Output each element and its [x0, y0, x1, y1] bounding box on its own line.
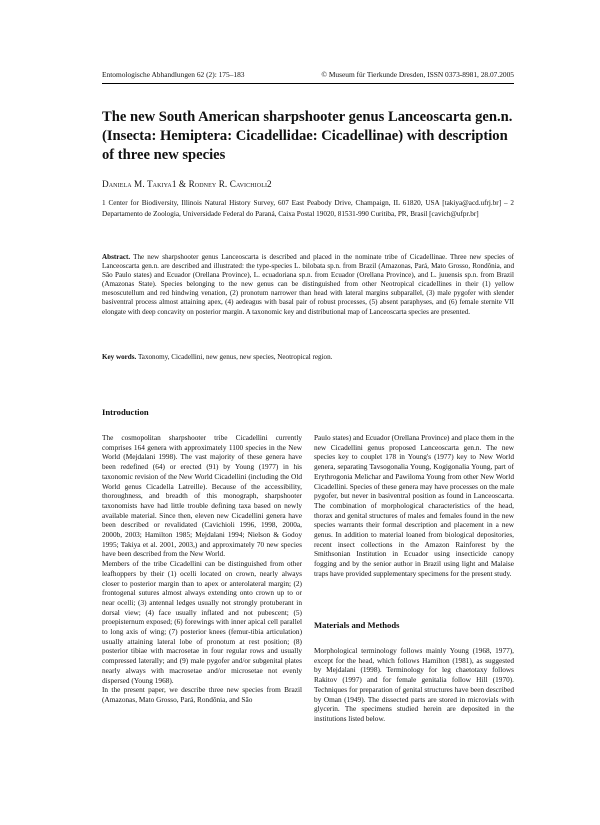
- abstract: [102, 253, 514, 317]
- materials-paragraph: Morphological terminology follows mainly Young (1968, 1977), except for the head, which follows Hamilton (1981), as suggested by Mejdalani (1998). Terminology for leg chaetotaxy follows Rakitov (1997) and for female genitalia follow Hill (1970). Techniques for preparation of genital structures have been described by Oman (1949). The dissected parts are stored in microvials with glycerin. The specimens studied herein are deposited in the institutions listed below.: [314, 646, 514, 723]
- affiliations: 1 Center for Biodiversity, Illinois Natural History Survey, 607 East Peabody Drive, Champaign, IL 61820, USA [takiya@acd.ufrj.br] – 2 Departamento de Zoologia, Universidade Federal do Paraná, Caixa Postal 19020, 81531-990 Curitiba, PR, Brasil [cavich@ufpr.br]: [102, 199, 514, 218]
- abstract-text: The new sharpshooter genus Lanceoscarta is described and placed in the nominate tribe of Cicadellinae. Three new species of Lanceoscarta gen.n. are described and illustrated: the type-species L. bilobata sp.n. from Brazil (Amazonas, Pará, Mato Grosso, Rondônia, and São Paulo states) and Ecuador (Orellana Province), L. ecuadoriana sp.n. from Ecuador (Orellana Province), and L. juuensis sp.n. from Brazil (Amazonas State). Species belonging to the new genus can be distinguished from other Neotropical cicadellines in their (1) yellow mesoscutellum and red hindwing venation, (2) pronotum narrower than head with lateral margins subparallel, (3) male pygofer with slender basiventral process almost attaining apex, (4) aedeagus with basal pair of robust processes, (5) absent paraphyses, and (6) female sternite VII elongate with deep concavity on posterior margin. A taxonomic key and distributional map of Lanceoscarta species are presented.: [102, 253, 514, 316]
- author-list: Daniela M. Takiya1 & Rodney R. Cavichioli2: [102, 179, 272, 189]
- materials-column: [314, 646, 514, 724]
- header-rule: [102, 83, 514, 84]
- keywords-label: Key words.: [102, 353, 137, 361]
- intro-paragraph-3: In the present paper, we describe three new species from Brazil (Amazonas, Mato Grosso, Pará, Rondônia, and São: [102, 685, 302, 704]
- intro-paragraph-2: Members of the tribe Cicadellini can be distinguished from other leafhoppers by their (1) ocelli located on crown, nearly always closer to posterior margin than to apex or anterolateral margin; (2) frontogenal sutures almost always extending onto crown up to or near ocelli; (3) antennal ledges usually not strongly protuberant in dorsal view; (4) face usually inflated and not pubescent; (5) proepisternum exposed; (6) forewings with inner apical cell parallel to long axis of wing; (7) posterior knees (femur-tibia articulation) usually attaining lateral lobe of pronotum at rest position; (8) posterior tibiae with macrosetae in four regular rows and usually compressed laterally; and (9) male pygofer and/or subgenital plates nearly always with macrosetae and/or microsetae not evenly dispersed (Young 1968).: [102, 559, 302, 685]
- copyright-notice: © Museum für Tierkunde Dresden, ISSN 0373-8981, 28.07.2005: [321, 70, 514, 79]
- keywords-text: Taxonomy, Cicadellini, new genus, new species, Neotropical region.: [137, 353, 333, 361]
- introduction-column-right: [314, 433, 514, 579]
- introduction-heading: Introduction: [102, 407, 149, 417]
- intro-paragraph-continued: Paulo states) and Ecuador (Orellana Province) and place them in the new Cicadellini genus proposed Lanceoscarta gen.n. The new species key to couplet 178 in Young's (1977) key to New World genera, separating Tavsogonalia Young, Kogigonalia Young, part of Erythrogonia Melichar and Pawiloma Young from other New World Cicadellini. Species of these genera may have processes on the male pygofer, but never in basiventral position as found in Lanceoscarta. The combination of morphological characteristics of the head, thorax and genital structures of males and females found in the new species warrants their formal description and placement in a new genus. In addition to material loaned from biological depositories, recent insect collections in the Amazon Rainforest by the Smithsonian Institution in Ecuador using insecticide canopy fogging and by the senior author in Brazil using light and Malaise traps have provided supplementary specimens for the present study.: [314, 433, 514, 578]
- intro-paragraph-1: The cosmopolitan sharpshooter tribe Cicadellini currently comprises 164 genera with approximately 1100 species in the New World (Mejdalani 1998). The vast majority of these genera have been redefined (64) or erected (91) by Young (1977) in his taxonomic revision of the New World Cicadellini (including the Old World genus Cicadella Latreille). Because of the accessibility, thoroughness, and breadth of this monograph, sharpshooter taxonomists have had little trouble defining taxa based on newly available material. Since then, eleven new Cicadellini genera have been described or revalidated (Cavichioli 1996, 1998, 2000a, 2000b, 2003; Hamilton 1985; Mejdalani 1994; Nielson & Godoy 1995; Takiya et al. 2001, 2003,) and approximately 70 new species have been described from the New World.: [102, 433, 302, 559]
- keywords: [102, 353, 514, 362]
- running-head: [102, 70, 514, 79]
- introduction-column-left: [102, 433, 302, 705]
- paper-title: The new South American sharpshooter genus Lanceoscarta gen.n. (Insecta: Hemiptera: Cicadellidae: Cicadellinae) with description of three new species: [102, 109, 513, 163]
- journal-citation: Entomologische Abhandlungen 62 (2): 175–183: [102, 70, 245, 79]
- abstract-label: Abstract.: [102, 253, 131, 261]
- materials-heading: Materials and Methods: [314, 620, 400, 630]
